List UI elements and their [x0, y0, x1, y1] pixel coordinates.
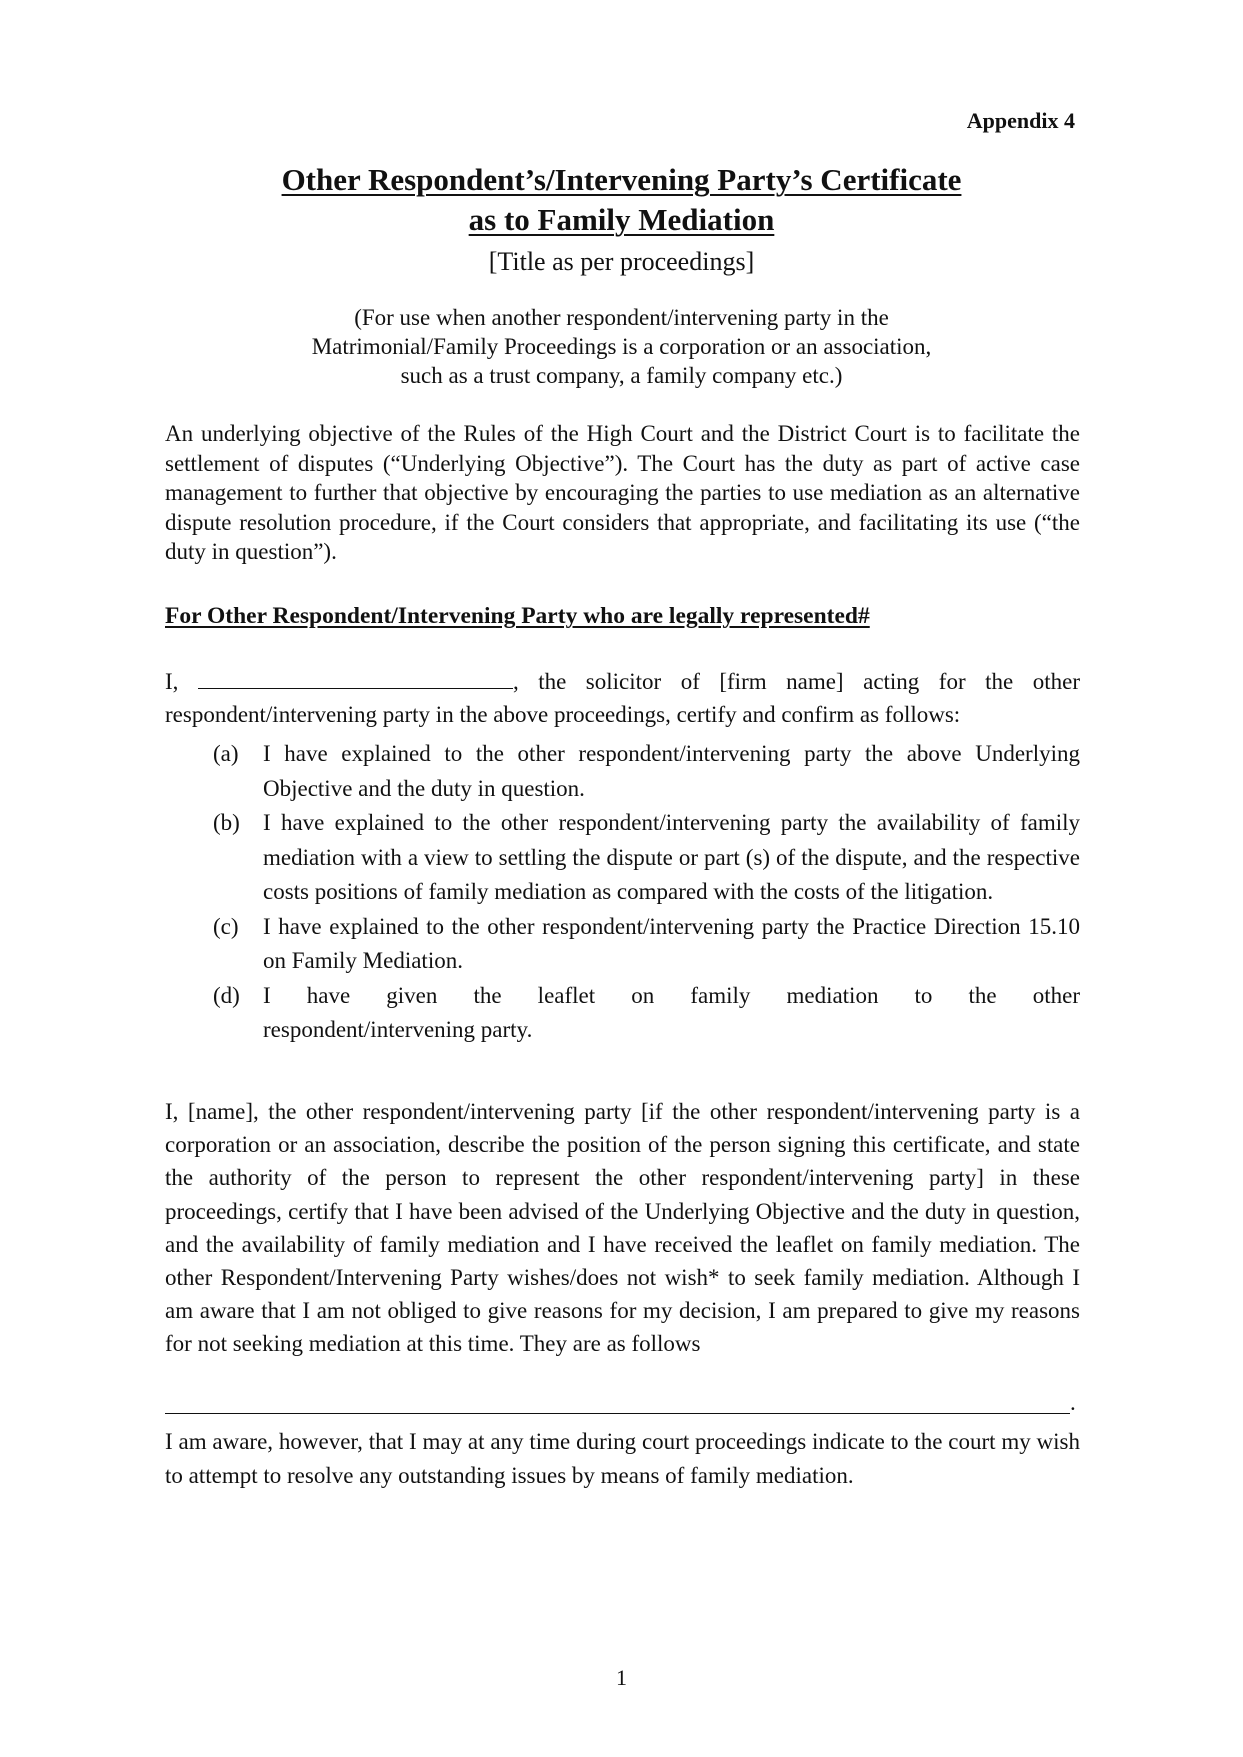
page-number: 1 [616, 1665, 627, 1690]
title-line-2: as to Family Mediation [468, 202, 775, 237]
certification-list [213, 737, 1080, 1048]
list-item-label: (c) [213, 913, 239, 939]
reasons-blank-line [165, 1413, 1070, 1414]
document-title [0, 160, 1243, 240]
solicitor-prefix: I, [165, 669, 179, 694]
usage-note [0, 303, 1243, 390]
awareness-paragraph: I am aware, however, that I may at any time during court proceedings indicate to the court my wish to attempt to resolve any outstanding issues by means of family mediation. [165, 1429, 1080, 1488]
usage-note-line-3: such as a trust company, a family company etc.) [400, 363, 843, 388]
list-item [213, 806, 1080, 910]
list-item-label: (a) [213, 741, 239, 766]
section-heading: For Other Respondent/Intervening Party who are legally represented# [165, 603, 870, 629]
list-item-text: I have explained to the other respondent/intervening party the above Underlying Objective and the duty in question. [263, 741, 1080, 801]
reasons-line-end: . [1070, 1390, 1076, 1415]
list-item [213, 910, 1080, 979]
usage-note-line-2: Matrimonial/Family Proceedings is a corporation or an association, [311, 334, 932, 359]
document-subtitle: [Title as per proceedings] [488, 247, 755, 276]
list-item-label: (b) [213, 810, 240, 835]
solicitor-suffix: , the solicitor of [firm name] acting for the other respondent/intervening party in the above proceedings, certify and confirm as follows: [165, 669, 1081, 727]
list-item-text: I have explained to the other respondent/intervening party the availability of family mediation with a view to settling the dispute or part (s) of the dispute, and the respective costs positions of family mediation as compared with the costs of the litigation. [263, 810, 1080, 904]
list-item [213, 737, 1080, 806]
list-item-text-line-1: I have given the leaflet on family mediation to the other [263, 982, 1080, 1008]
list-item-label: (d) [213, 982, 240, 1008]
solicitor-name-blank [198, 670, 513, 689]
list-item [213, 979, 1080, 1048]
list-item-text: I have explained to the other respondent/intervening party the Practice Direction 15.10 on Family Mediation. [263, 913, 1080, 973]
usage-note-line-1: (For use when another respondent/intervening party in the [354, 305, 889, 330]
title-line-1: Other Respondent’s/Intervening Party’s Certificate [281, 162, 962, 197]
list-item-text-line-2: respondent/intervening party. [263, 1017, 533, 1042]
confirmation-paragraph: I, [name], the other respondent/intervening party [if the other respondent/intervening party is a corporation or an association, describe the position of the person signing this certificate, and state the authority of the person to represent the other respondent/intervening party] in these proceedings, certify that I have been advised of the Underlying Objective and the duty in question, and the availability of family mediation and I have received the leaflet on family mediation. The other Respondent/Intervening Party wishes/does not wish* to seek family mediation. Although I am aware that I am not obliged to give reasons for my decision, I am prepared to give my reasons for not seeking mediation at this time. They are as follows [165, 1099, 1080, 1357]
intro-paragraph: An underlying objective of the Rules of the High Court and the District Court is to facilitate the settlement of disputes (“Underlying Objective”). The Court has the duty as part of active case management to further that objective by encouraging the parties to use mediation as an alternative dispute resolution procedure, if the Court considers that appropriate, and facilitating its use (“the duty in question”). [165, 421, 1080, 564]
appendix-label: Appendix 4 [966, 108, 1075, 133]
solicitor-statement [165, 665, 1080, 731]
list-item-text [263, 979, 1080, 1048]
